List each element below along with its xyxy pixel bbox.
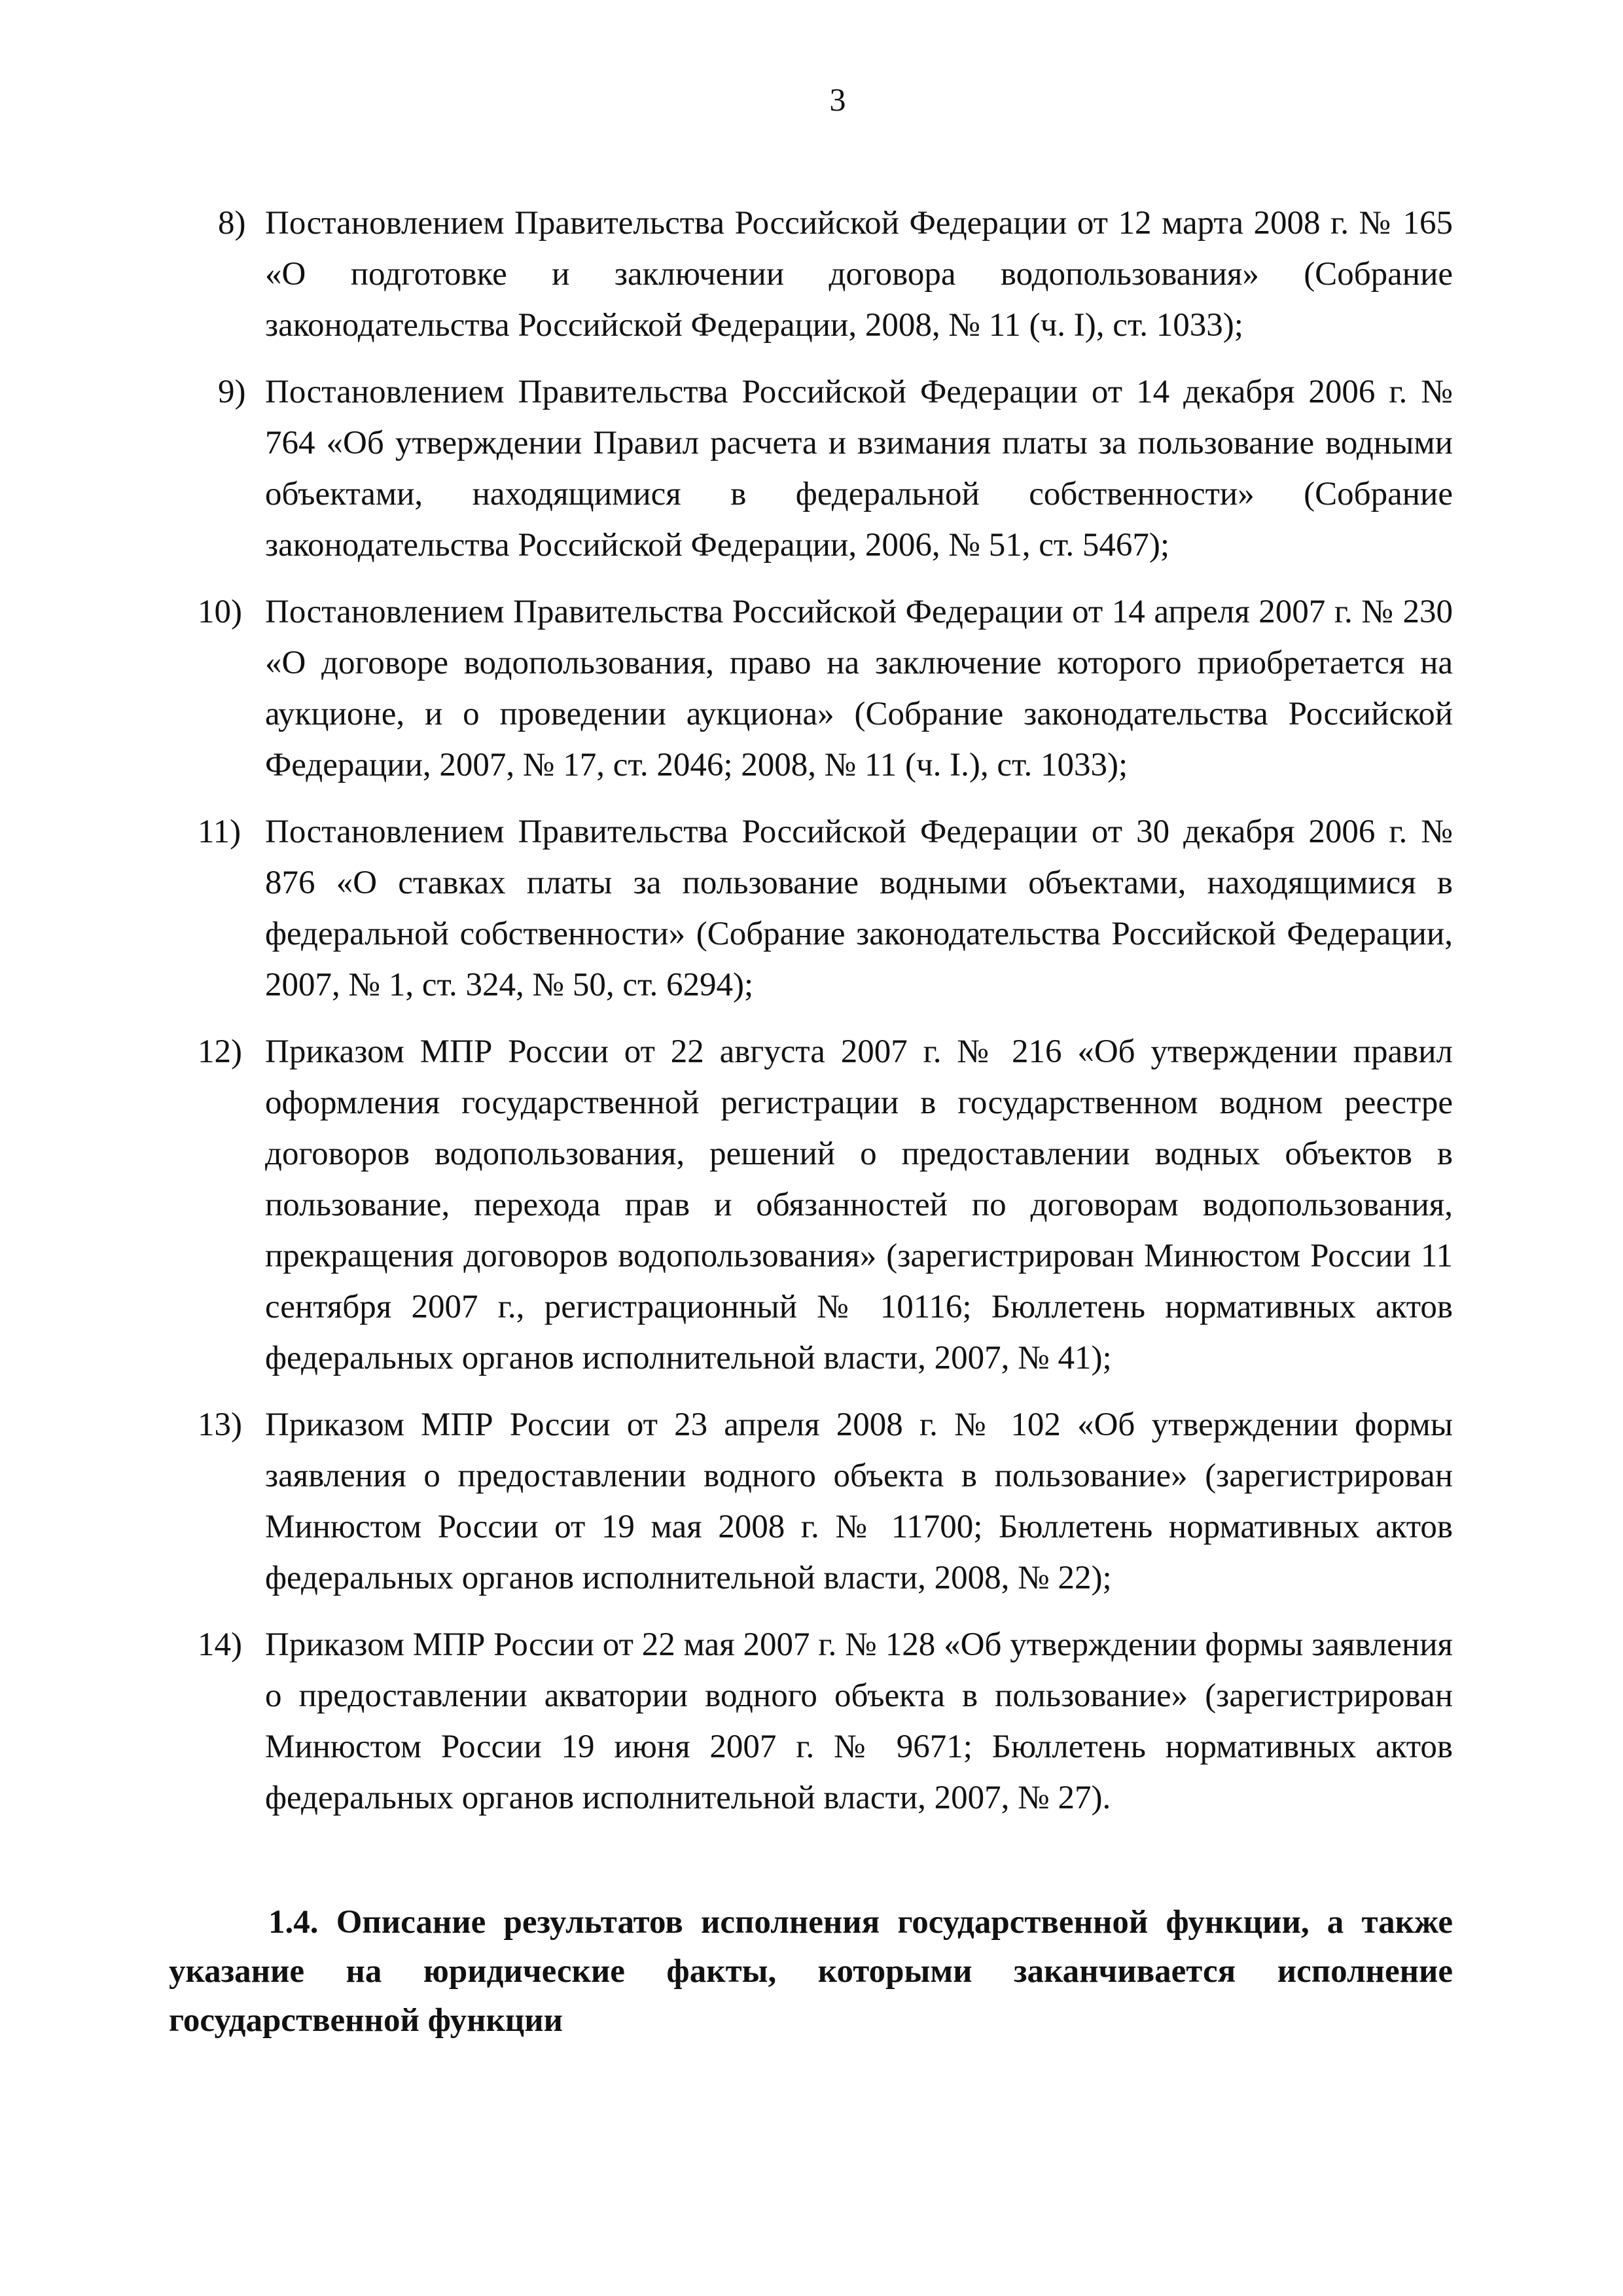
- list-item: [218, 367, 1453, 571]
- legal-acts-list: [198, 198, 1453, 1839]
- list-item: [198, 1399, 1453, 1604]
- list-item-number: 11): [198, 814, 241, 850]
- list-item-number: 12): [198, 1033, 242, 1070]
- list-item-text: Постановлением Правительства Российской Федерации от 12 марта 2008 г. № 165 «О подготовке и заключении договора водопользования» (Собрание законодательства Российской Федерации, 2008, № 11 (ч. I), ст. 1033);: [265, 205, 1453, 344]
- list-item-text: Постановлением Правительства Российской Федерации от 30 декабря 2006 г. № 876 «О ставках платы за пользование водными объектами, находящимися в федеральной собственности» (Собрание законодательства Российской Федерации, 2007, № 1, ст. 324, № 50, ст. 6294);: [265, 814, 1453, 1003]
- list-item-text: Приказом МПР России от 22 августа 2007 г. № 216 «Об утверждении правил оформления государственной регистрации в государственном водном реестре договоров водопользования, решений о предоставлении водных объектов в пользование, перехода прав и обязанностей по договорам водопользования, прекращения договоров водопользования» (зарегистрирован Минюстом России 11 сентября 2007 г., регистрационный № 10116; Бюллетень нормативных актов федеральных органов исполнительной власти, 2007, № 41);: [265, 1033, 1453, 1376]
- list-item-number: 14): [198, 1626, 242, 1663]
- list-item: [198, 1026, 1453, 1384]
- section-heading: 1.4. Описание результатов исполнения государственной функции, а также указание на юридические факты, которыми заканчивается исполнение государственной функции: [169, 1904, 1453, 2039]
- list-item-text: Постановлением Правительства Российской Федерации от 14 декабря 2006 г. № 764 «Об утверждении Правил расчета и взимания платы за пользование водными объектами, находящимися в федеральной собственности» (Собрание законодательства Российской Федерации, 2006, № 51, ст. 5467);: [265, 374, 1453, 564]
- page-number: 3: [829, 81, 846, 118]
- list-item: [198, 1619, 1453, 1823]
- list-item-number: 9): [218, 374, 246, 410]
- list-item-text: Приказом МПР России от 22 мая 2007 г. № 128 «Об утверждении формы заявления о предоставлении акватории водного объекта в пользование» (зарегистрирован Минюстом России 19 июня 2007 г. № 9671; Бюллетень нормативных актов федеральных органов исполнительной власти, 2007, № 27).: [265, 1626, 1453, 1816]
- list-item-number: 13): [198, 1407, 242, 1443]
- list-item-text: Постановлением Правительства Российской Федерации от 14 апреля 2007 г. № 230 «О договоре водопользования, право на заключение которого приобретается на аукционе, и о проведении аукциона» (Собрание законодательства Российской Федерации, 2007, № 17, ст. 2046; 2008, № 11 (ч. I.), ст. 1033);: [265, 594, 1453, 783]
- list-item: [218, 198, 1453, 351]
- list-item-number: 8): [218, 205, 246, 242]
- list-item: [198, 586, 1453, 791]
- list-item-number: 10): [198, 594, 242, 630]
- list-item: [198, 806, 1453, 1011]
- list-item-text: Приказом МПР России от 23 апреля 2008 г. № 102 «Об утверждении формы заявления о предоставлении водного объекта в пользование» (зарегистрирован Минюстом России от 19 мая 2008 г. № 11700; Бюллетень нормативных актов федеральных органов исполнительной власти, 2008, № 22);: [265, 1407, 1453, 1596]
